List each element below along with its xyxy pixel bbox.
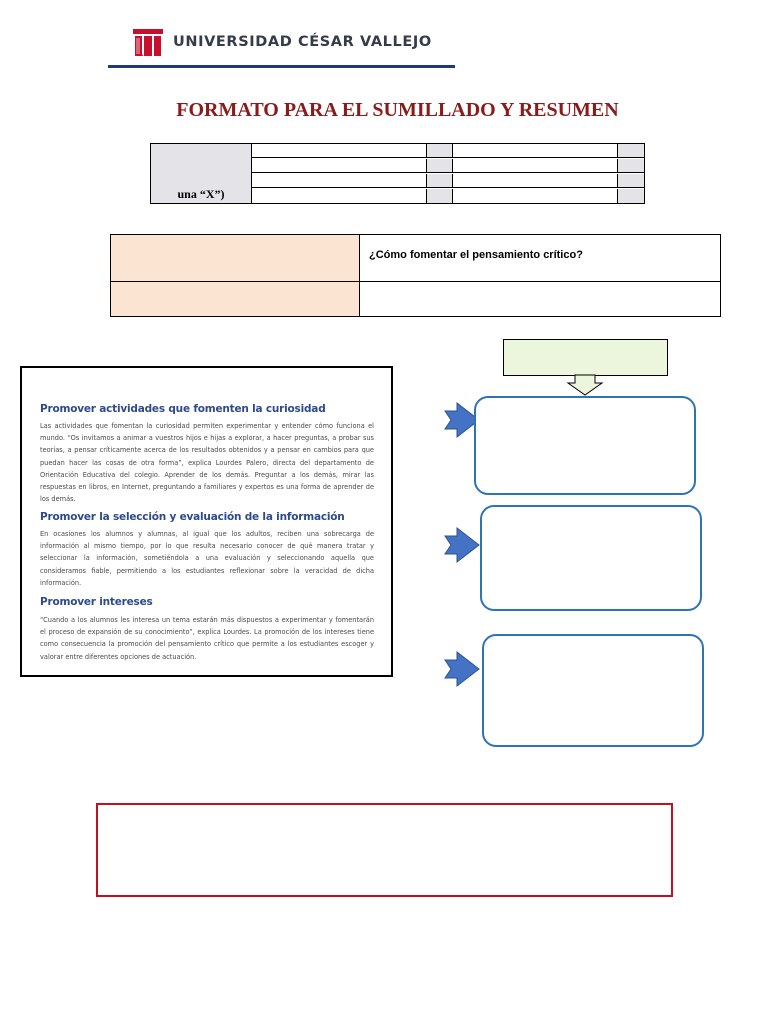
- header-rule: [108, 65, 455, 68]
- section-body: Las actividades que fomentan la curiosidad permiten experimentar y entender cómo funciona el mundo. “Os invitamos a animar a vuestros hijos e hijas a explorar, a hacer preguntas, a probar sus teorías, a pensar críticamente acerca de los resultados obtenidos y a pensar en cambios para que puedan hacer las cosas de otra forma”, explica Lourdes Palero, directa del departamento de Orientación Educativa del colegio. Aprender de los demás. Preguntar a los demás, mirar las respuestas en libros, en Internet, preguntando a familiares y expertos es una forma de aprender de los demás.: [40, 422, 374, 504]
- right-arrow-icon: [443, 650, 481, 688]
- mark-row: [252, 144, 644, 158]
- mark-row: [252, 174, 644, 188]
- mark-row: [252, 189, 644, 203]
- mark-checkbox[interactable]: [426, 189, 453, 203]
- mark-checkbox[interactable]: [426, 144, 453, 157]
- conclusion-box[interactable]: [96, 803, 673, 897]
- topic-table: [110, 234, 721, 317]
- mark-checkbox[interactable]: [617, 189, 644, 203]
- mark-checkbox[interactable]: [617, 174, 644, 187]
- document-title: FORMATO PARA EL SUMILLADO Y RESUMEN: [176, 99, 619, 121]
- mark-label-cell: [151, 144, 252, 203]
- mark-checkbox[interactable]: [426, 159, 453, 172]
- topic-question: ¿Cómo fomentar el pensamiento crítico?: [369, 249, 583, 261]
- university-logo-icon: [131, 26, 165, 58]
- idea-box[interactable]: [474, 396, 696, 495]
- mark-row: [252, 159, 644, 173]
- mark-table: [150, 143, 645, 204]
- section-body: En ocasiones los alumnos y alumnas, al igual que los adultos, reciben una sobrecarga de información al mismo tiempo, por lo que resulta necesario conocer de qué manera tratar y seleccionar la información, sometiéndola a una evaluación y seleccionando aquella que consideramos fiable, permitiendo a los estudiantes reflexionar sobre la veracidad de dicha información.: [40, 530, 374, 587]
- right-arrow-icon: [443, 526, 481, 564]
- section-title: Promover la selección y evaluación de la información: [40, 511, 345, 523]
- university-name: UNIVERSIDAD CÉSAR VALLEJO: [173, 34, 432, 50]
- topic-answer-cell[interactable]: [360, 282, 720, 316]
- mark-checkbox[interactable]: [617, 144, 644, 157]
- mark-checkbox[interactable]: [426, 174, 453, 187]
- idea-box[interactable]: [482, 634, 704, 747]
- section-title: Promover intereses: [40, 596, 153, 608]
- section-body: “Cuando a los alumnos les interesa un tema estarán más dispuestos a experimentar y fomentarán el proceso de expansión de su conocimiento”, explica Lourdes. La promoción de los intereses tiene como consecuencia la promoción del pensamiento crítico que permite a los estudiantes escoger y valorar entre diferentes opciones de actuación.: [40, 616, 374, 661]
- down-arrow-icon: [566, 374, 604, 396]
- mark-checkbox[interactable]: [617, 159, 644, 172]
- section-title: Promover actividades que fomenten la curiosidad: [40, 403, 326, 415]
- topic-label-cell: [111, 282, 360, 316]
- mark-label: una “X”): [177, 187, 225, 201]
- organizer-header-box[interactable]: [503, 339, 668, 376]
- idea-box[interactable]: [480, 505, 702, 611]
- topic-label-cell: [111, 235, 360, 281]
- reading-panel: [20, 366, 393, 677]
